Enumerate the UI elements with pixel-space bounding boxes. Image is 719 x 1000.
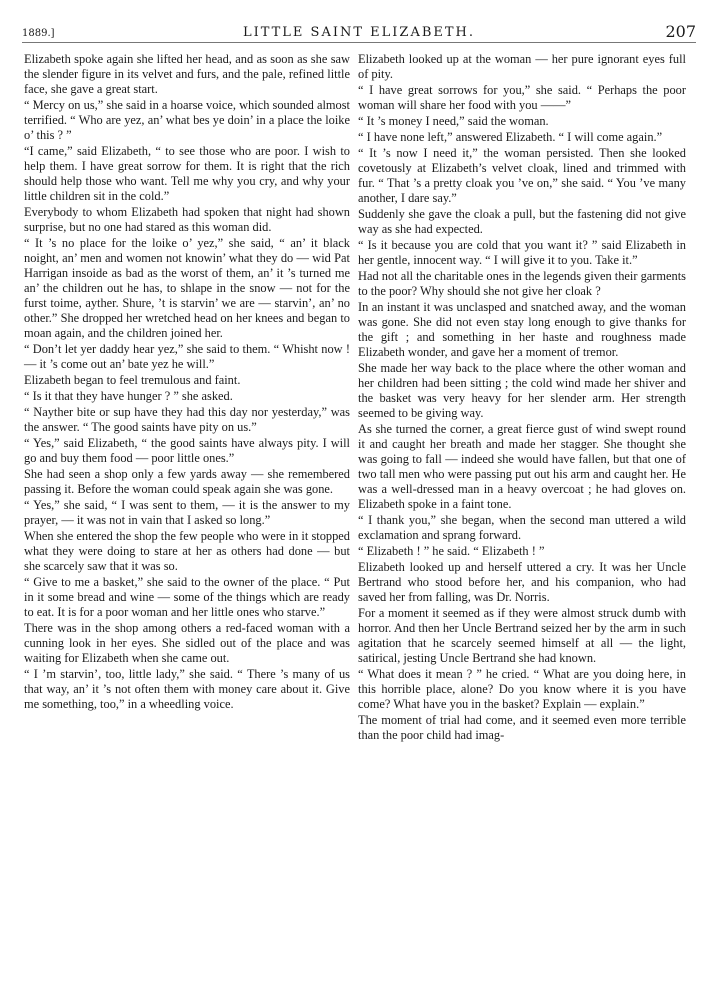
paragraph: “ I have none left,” answered Elizabeth. “ I will come again.”: [358, 130, 663, 144]
paragraph: “ Yes,” said Elizabeth, “ the good saints have always pity. I will go and buy them food — poor little ones.”: [24, 436, 350, 465]
paragraph: Had not all the charitable ones in the legends given their garments to the poor? Why should she not give her cloak ?: [358, 269, 686, 298]
paragraph: “ Yes,” she said, “ I was sent to them, — it is the answer to my prayer, — it was not in vain that I asked so long.”: [24, 498, 350, 527]
paragraph: “I came,” said Elizabeth, “ to see those who are poor. I wish to help them. I have great sorrow for them. It is right that the rich should help those who want. Tell me why you cry, and why your little children sit in the cold.”: [24, 144, 350, 203]
paragraph: Suddenly she gave the cloak a pull, but the fastening did not give way as she had expected.: [358, 207, 686, 236]
paragraph: “ It ’s no place for the loike o’ yez,” she said, “ an’ it black noight, an’ men and women not knowin’ what they do — wid Pat Harrigan insoide as bad as the worst of them, an’ it ’s turned me an’ the children out he has, to shlape in the snow — not for the furst toime, ayther. Shure, ’t is starvin’ we are — starvin’, an’ no other.” She dropped her wretched head on her knees and began to moan again, and the children joined her.: [24, 236, 350, 340]
paragraph: Elizabeth began to feel tremulous and faint.: [24, 373, 241, 387]
paragraph: “ Is it because you are cold that you want it? ” said Elizabeth in her gentle, innocent way. “ I will give it to you. Take it.”: [358, 238, 686, 267]
header-year: 1889.]: [22, 28, 55, 39]
paragraph: “ Nayther bite or sup have they had this day nor yesterday,” was the answer. “ The good saints have pity on us.”: [24, 405, 350, 434]
paragraph: For a moment it seemed as if they were almost struck dumb with horror. And then her Uncle Bertrand seized her by the arm in such agitation that he scarcely seemed himself at all — the light, satirical, jesting Uncle Bertrand she had known.: [358, 606, 686, 665]
paragraph: “ Elizabeth ! ” he said. “ Elizabeth ! ”: [358, 544, 545, 558]
paragraph: In an instant it was unclasped and snatched away, and the woman was gone. She did not even stay long enough to give thanks for the gift ; and something in her haste and roughness made Elizabeth wonder, and gave her a moment of tremor.: [358, 300, 686, 359]
paragraph: “ It ’s now I need it,” the woman persisted. Then she looked covetously at Elizabeth’s velvet cloak, lined and trimmed with fur. “ That ’s a pretty cloak you ’ve on,” she said. “ You ’ve many another, I dare say.”: [358, 146, 686, 205]
right-column: [358, 52, 686, 743]
paragraph: There was in the shop among others a red-faced woman with a cunning look in her eyes. She sidled out of the place and was waiting for Elizabeth when she came out.: [24, 621, 350, 665]
paragraph: “ Is it that they have hunger ? ” she asked.: [24, 389, 233, 403]
paragraph: “ I thank you,” she began, when the second man uttered a wild exclamation and sprang forward.: [358, 513, 686, 542]
paragraph: As she turned the corner, a great fierce gust of wind swept round it and caught her breath and made her stagger. She thought she was going to fall — indeed she would have fallen, but that one of two tall men who were passing put out his arm and caught her. He was a well-dressed man in a heavy overcoat ; he had gloves on. Elizabeth spoke in a faint tone.: [358, 422, 686, 511]
paragraph: Everybody to whom Elizabeth had spoken that night had shown surprise, but no one had stared as this woman did.: [24, 205, 350, 234]
paragraph: “ What does it mean ? ” he cried. “ What are you doing here, in this horrible place, alone? Do you know where it is you have come? What have you in the basket? Explain — explain.”: [358, 667, 686, 711]
paragraph: She made her way back to the place where the other woman and her children had been sitting ; the cold wind made her shiver and the basket was very heavy for her slender arm. Her strength seemed to be giving way.: [358, 361, 686, 420]
paragraph: “ Mercy on us,” she said in a hoarse voice, which sounded almost terrified. “ Who are yez, an’ what bes ye doin’ in a place the loike o’ this ? ”: [24, 98, 350, 142]
paragraph: Elizabeth looked up and herself uttered a cry. It was her Uncle Bertrand who stood before her, and his companion, who had saved her from falling, was Dr. Norris.: [358, 560, 686, 604]
paragraph: The moment of trial had come, and it seemed even more terrible than the poor child had imag-: [358, 713, 686, 742]
header-title: LITTLE SAINT ELIZABETH.: [242, 25, 476, 40]
paragraph: She had seen a shop only a few yards away — she remembered passing it. Before the woman could speak again she was gone.: [24, 467, 350, 496]
page-number: 207: [665, 22, 696, 41]
paragraph: When she entered the shop the few people who were in it stopped what they were doing to stare at her as others had done — but she scarcely saw that it was so.: [24, 529, 350, 573]
paragraph: “ I ’m starvin’, too, little lady,” she said. “ There ’s many of us that way, an’ it ’s not often them with money care about it. Give me something, too,” in a wheedling voice.: [24, 667, 350, 711]
running-header: [22, 22, 696, 43]
paragraph: “ Give to me a basket,” she said to the owner of the place. “ Put in it some bread and wine — some of the things which are ready to eat. It is for a poor woman and her little ones who starve.”: [24, 575, 350, 619]
paragraph: Elizabeth spoke again she lifted her head, and as soon as she saw the slender figure in its velvet and furs, and the pale, refined little face, she gave a great start.: [24, 52, 350, 96]
paragraph: “ Don’t let yer daddy hear yez,” she said to them. “ Whisht now ! — it ’s come out an’ bate yez he will.”: [24, 342, 350, 371]
paragraph: “ It ’s money I need,” said the woman.: [358, 114, 549, 128]
paragraph: “ I have great sorrows for you,” she said. “ Perhaps the poor woman will share her food with you ——”: [358, 83, 686, 112]
left-column: [24, 52, 350, 712]
paragraph: Elizabeth looked up at the woman — her pure ignorant eyes full of pity.: [358, 52, 686, 81]
